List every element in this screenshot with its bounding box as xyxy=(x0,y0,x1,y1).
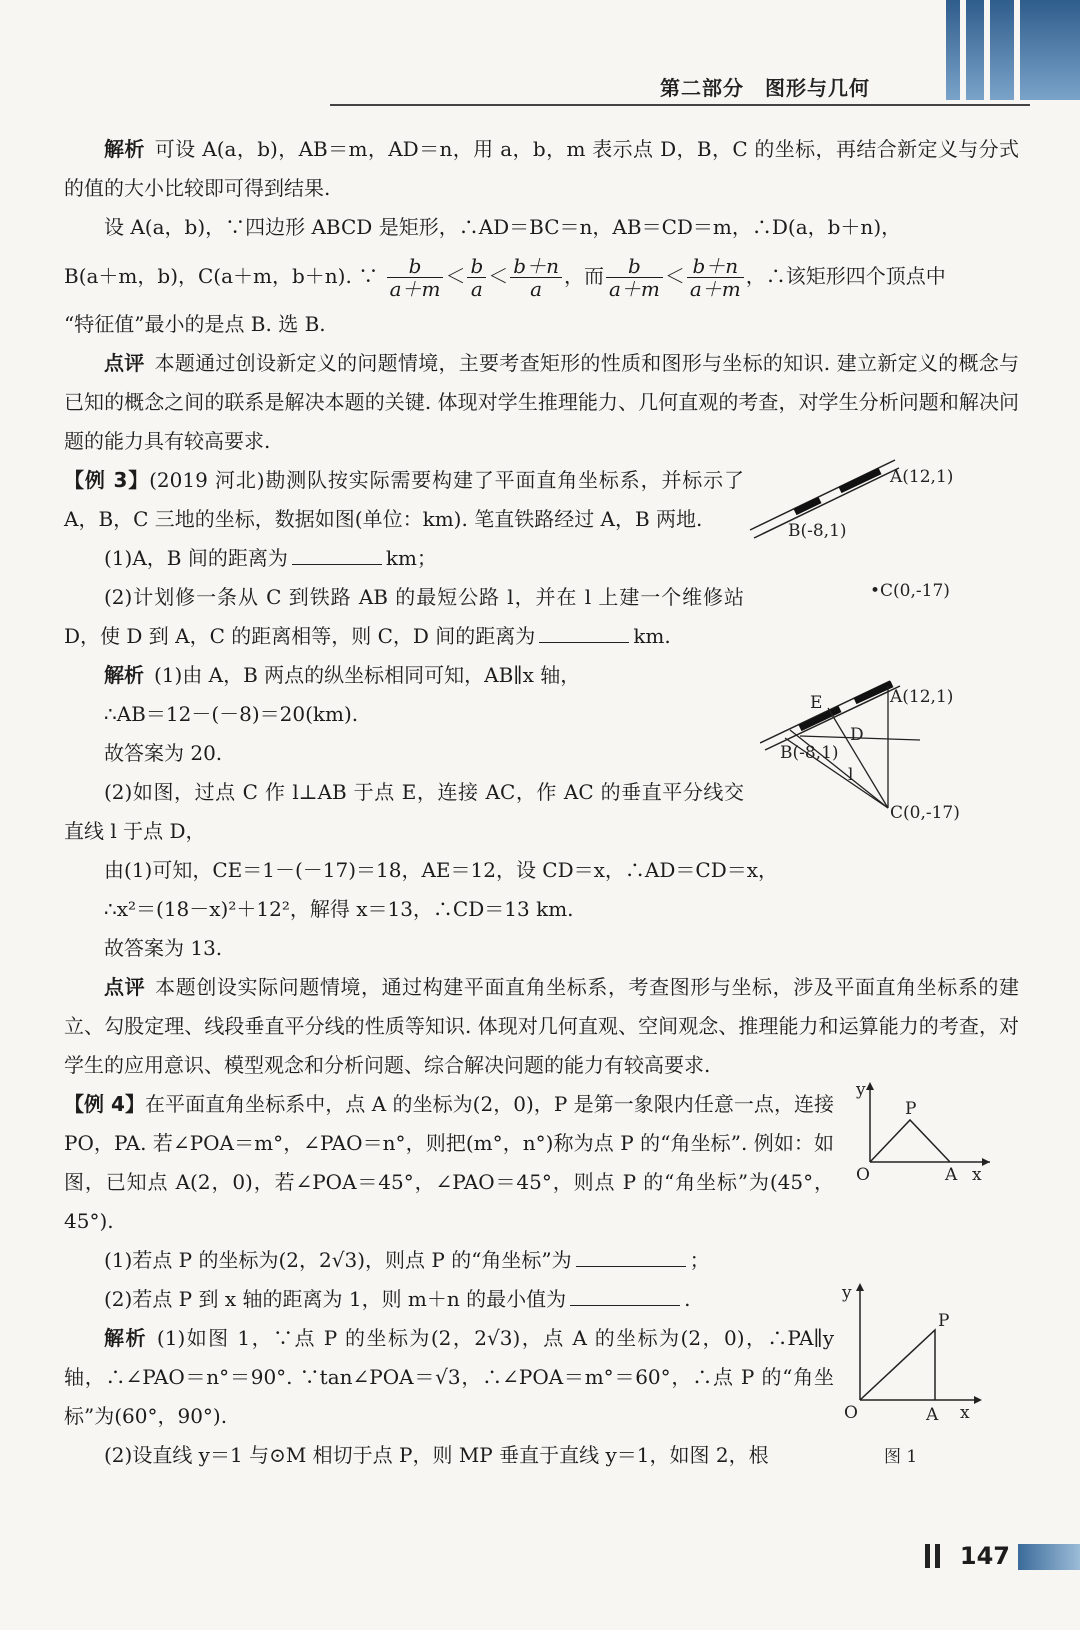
example-4-q1: (1)若点 P 的坐标为(2，2√3)，则点 P 的“角坐标”为 ； xyxy=(104,1248,710,1272)
point-A-label: A xyxy=(945,1165,958,1185)
page-number: 147 xyxy=(959,1542,1010,1570)
example-3-analysis-1: 解析 (1)由 A，B 两点的纵坐标相同可知，AB∥x 轴， xyxy=(104,663,581,687)
header-rule xyxy=(330,104,1030,106)
page-mark xyxy=(935,1544,940,1568)
example-3-q2: (2)计划修一条从 C 到铁路 AB 的最短公路 l，并在 l 上建一个维修站 D，使 D 到 A，C 的距离相等，则 C，D 间的距离为 km. xyxy=(64,585,744,648)
axis-y-label: y xyxy=(842,1283,852,1303)
point-P-label: P xyxy=(905,1099,917,1119)
example-4-stem: 【例 4】在平面直角坐标系中，点 A 的坐标为(2，0)，P 是第一象限内任意一点，连接 PO，PA. 若∠POA＝m°，∠PAO＝n°，则把(m°，n°)称为点 P 的“角坐标”. 例如：如图，已知点 A(2，0)，若∠POA＝45°，∠PAO＝45°，则点 P 的“角坐标”为(45°，45°). xyxy=(64,1092,834,1233)
page-color-bar xyxy=(1018,1544,1080,1570)
example-3-answer-2: 故答案为 13. xyxy=(104,936,223,960)
figure-railway xyxy=(740,450,1000,630)
example-4-q2: (2)若点 P 到 x 轴的距离为 1，则 m＋n 的最小值为 . xyxy=(104,1287,691,1311)
answer-blank-2[interactable] xyxy=(539,622,629,643)
fraction-1: $\frac{b}{a+m}$ xyxy=(387,255,444,300)
example-3-analysis-2: ∴AB＝12－(－8)＝20(km). xyxy=(104,702,359,726)
figure-caption: 图 1 xyxy=(884,1447,918,1467)
point-A-label: A xyxy=(926,1405,939,1425)
example-3-answer-1: 故答案为 20. xyxy=(104,741,223,765)
axis-y-label: y xyxy=(856,1080,866,1100)
point-P-label: P xyxy=(938,1311,950,1331)
figure-angle-coordinate-example xyxy=(850,1080,1000,1200)
example-3-analysis-4: 由(1)可知，CE＝1－(－17)＝18，AE＝12，设 CD＝x，∴AD＝CD＝x， xyxy=(104,858,779,882)
page-mark xyxy=(925,1544,930,1568)
paragraph-analysis-1: 解析 可设 A(a，b)，AB＝m，AD＝n，用 a，b，m 表示点 D，B，C 的坐标，再结合新定义与分式的值的大小比较即可得到结果. xyxy=(64,137,1020,200)
section-title: 第二部分 图形与几何 xyxy=(660,76,870,100)
header-color-bars xyxy=(930,0,1080,100)
label-analysis: 解析 xyxy=(104,1326,147,1350)
example-3-stem: 【例 3】(2019 河北)勘测队按实际需要构建了平面直角坐标系，并标示了 A，B，C 三地的坐标，数据如图(单位：km). 笔直铁路经过 A，B 两地. xyxy=(64,468,744,531)
example-4-analysis-2: (2)设直线 y＝1 与⊙M 相切于点 P，则 MP 垂直于直线 y＝1，如图 2，根 xyxy=(104,1443,769,1467)
point-B-label: B(-8,1) xyxy=(780,743,839,763)
point-D-label: D xyxy=(850,725,864,745)
point-E-label: E xyxy=(810,693,823,713)
axis-x-label: x xyxy=(972,1165,982,1185)
point-C-label: C(0,-17) xyxy=(890,803,960,823)
fraction-5: $\frac{b+n}{a+m}$ xyxy=(687,255,744,300)
origin-label: O xyxy=(844,1403,858,1423)
point-C-label: •C(0,-17) xyxy=(870,581,950,601)
point-A-label: A(12,1) xyxy=(890,467,954,487)
paragraph-comment-2: 点评 本题创设实际问题情境，通过构建平面直角坐标系，考查图形与坐标，涉及平面直角坐标系的建立、勾股定理、线段垂直平分线的性质等知识. 体现对几何直观、空间观念、推理能力和运算能力的考查，对学生的应用意识、模型观念和分析问题、综合解决问题的能力有较高要求. xyxy=(64,975,1020,1077)
fraction-3: $\frac{b+n}{a}$ xyxy=(510,255,562,300)
paragraph-4: “特征值”最小的是点 B. 选 B. xyxy=(64,312,326,336)
answer-blank-4[interactable] xyxy=(570,1285,680,1306)
point-B-label: B(-8,1) xyxy=(788,521,847,541)
paragraph-2: 设 A(a，b)，∵四边形 ABCD 是矩形，∴AD＝BC＝n，AB＝CD＝m，∴D(a，b＋n)， xyxy=(104,215,902,239)
label-analysis: 解析 xyxy=(104,137,145,161)
label-comment: 点评 xyxy=(104,351,145,375)
example-3-analysis-5: ∴x²＝(18－x)²＋12²，解得 x＝13，∴CD＝13 km. xyxy=(104,897,574,921)
paragraph-fractions: B(a＋m，b)，C(a＋m，b＋n). ∵ $\frac{b}{a+m}$ ＜ $\frac{b}{a}$ ＜ $\frac{b+n}{a}$ ，而 $\frac{b}{a+m}$ ＜ $\frac{b+n}{a+m}$ ，∴该矩形四个顶点中 xyxy=(64,254,946,301)
answer-blank-3[interactable] xyxy=(576,1246,686,1267)
fraction-4: $\frac{b}{a+m}$ xyxy=(606,255,663,300)
example-4-analysis-1: 解析 (1)如图 1，∵点 P 的坐标为(2，2√3)，点 A 的坐标为(2，0)，∴PA∥y 轴，∴∠PAO＝n°＝90°. ∵tan∠POA＝√3，∴∠POA＝m°＝60°，∴点 P 的“角坐标”为(60°，90°). xyxy=(64,1326,835,1428)
label-analysis: 解析 xyxy=(104,663,144,687)
origin-label: O xyxy=(856,1165,870,1185)
label-comment: 点评 xyxy=(104,975,146,999)
answer-blank-1[interactable] xyxy=(292,544,382,565)
figure-1 xyxy=(840,1280,1000,1480)
line-l-label: l xyxy=(848,765,854,785)
label-example-3: 【例 3】 xyxy=(64,468,150,492)
example-3-q1: (1)A，B 间的距离为 km； xyxy=(104,546,437,570)
axis-x-label: x xyxy=(960,1403,970,1423)
fraction-2: $\frac{b}{a}$ xyxy=(467,255,486,300)
example-3-analysis-3: (2)如图，过点 C 作 l⊥AB 于点 E，连接 AC，作 AC 的垂直平分线交直线 l 于点 D， xyxy=(64,780,744,843)
paragraph-comment-1: 点评 本题通过创设新定义的问题情境，主要考查矩形的性质和图形与坐标的知识. 建立新定义的概念与已知的概念之间的联系是解决本题的关键. 体现对学生推理能力、几何直观的考查，对学生分析问题和解决问题的能力具有较高要求. xyxy=(64,351,1019,453)
label-example-4: 【例 4】 xyxy=(64,1092,146,1116)
figure-construction xyxy=(760,668,1000,828)
point-A-label: A(12,1) xyxy=(890,687,954,707)
